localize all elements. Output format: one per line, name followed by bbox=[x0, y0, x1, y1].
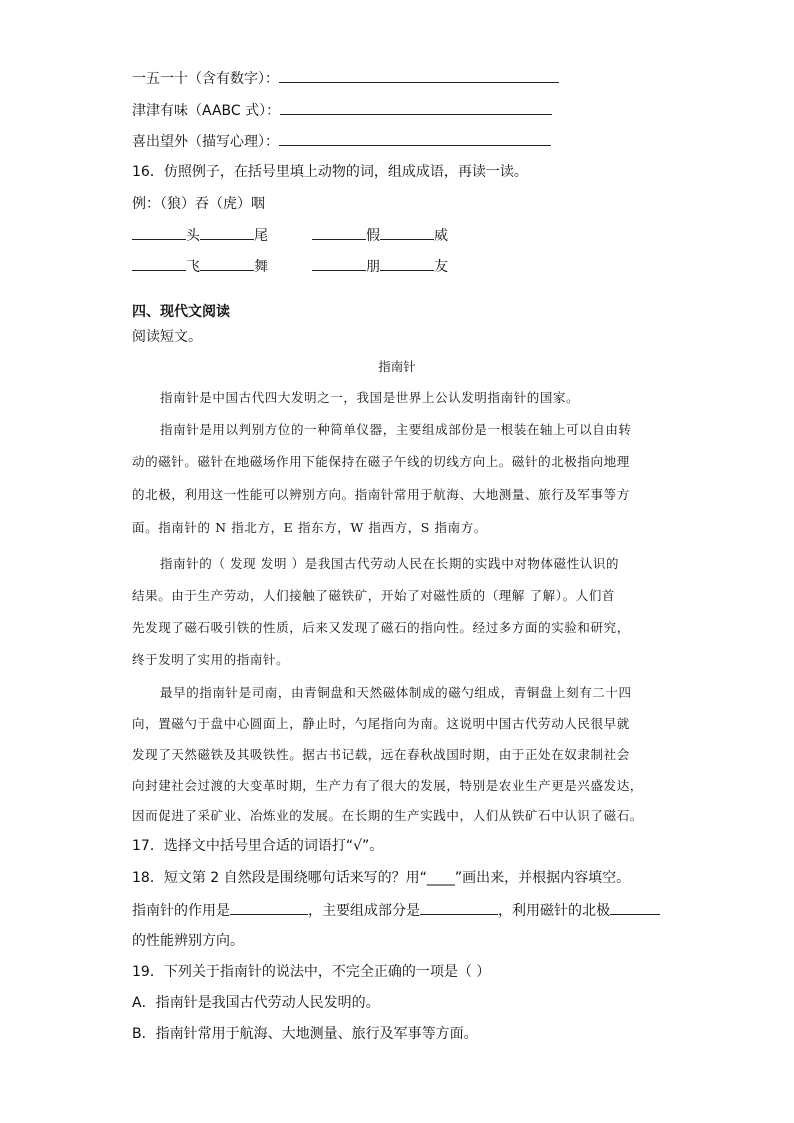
idiom-line-numbers bbox=[132, 68, 559, 89]
q16-row-2 bbox=[132, 256, 448, 277]
q18-fill-line bbox=[132, 900, 660, 921]
q16-prompt: 16．仿照例子，在括号里填上动物的词，组成成语，再读一读。 bbox=[132, 164, 528, 180]
q18-text: ，利用磁针的北极 bbox=[498, 903, 610, 919]
answer-blank[interactable] bbox=[380, 256, 434, 271]
idiom-char: 假 bbox=[366, 228, 380, 244]
passage-line: 最早的指南针是司南，由青铜盘和天然磁体制成的磁勺组成，青铜盘上刻有二十四 bbox=[160, 685, 632, 700]
passage-title: 指南针 bbox=[378, 359, 416, 374]
q18-text: 指南针的作用是 bbox=[132, 903, 230, 919]
q18-text: ，主要组成部分是 bbox=[308, 903, 420, 919]
passage-line: 发现了天然磁铁及其吸铁性。据古书记载，远在春秋战国时期，由于正处在奴隶制社会 bbox=[132, 747, 630, 762]
answer-blank[interactable] bbox=[200, 225, 254, 240]
passage-line: 结果。由于生产劳动，人们接触了磁铁矿，开始了对磁性质的（理解 了解）。人们首 bbox=[132, 588, 616, 603]
q16-example: 例：（狼）吞（虎）咽 bbox=[132, 196, 265, 212]
q17-prompt: 17．选择文中括号里合适的词语打“√”。 bbox=[132, 838, 384, 854]
answer-blank[interactable] bbox=[312, 225, 366, 240]
answer-blank[interactable] bbox=[230, 900, 308, 915]
idiom-char: 头 bbox=[186, 228, 200, 244]
passage-line: 先发现了磁石吸引铁的性质，后来又发现了磁石的指向性。经过多方面的实验和研究， bbox=[132, 620, 630, 635]
answer-blank[interactable] bbox=[279, 131, 551, 146]
idiom-line-psychology bbox=[132, 131, 551, 152]
idiom-label-psychology: 喜出望外（描写心理）： bbox=[132, 134, 279, 150]
idiom-line-aabc bbox=[132, 100, 552, 121]
answer-blank[interactable] bbox=[279, 68, 559, 83]
answer-blank[interactable] bbox=[420, 900, 498, 915]
answer-blank[interactable] bbox=[280, 100, 552, 115]
answer-blank[interactable] bbox=[610, 900, 660, 915]
passage-line: 动的磁针。磁针在地磁场作用下能保持在磁子午线的切线方向上。磁针的北极指向地理 bbox=[132, 454, 630, 469]
answer-blank[interactable] bbox=[380, 225, 434, 240]
passage-line: 因而促进了采矿业、冶炼业的发展。在长期的生产实践中，人们从铁矿石中认识了磁石。 bbox=[132, 808, 643, 823]
idiom-label-numbers: 一五一十（含有数字）： bbox=[132, 71, 279, 87]
q19-option-a[interactable]: A．指南针是我国古代劳动人民发明的。 bbox=[132, 995, 380, 1011]
idiom-char: 友 bbox=[434, 259, 448, 275]
passage-line: 的北极，利用这一性能可以辨别方向。指南针常用于航海、大地测量、旅行及军事等方 bbox=[132, 487, 630, 502]
idiom-char: 朋 bbox=[366, 259, 380, 275]
passage-line: 向，置磁勺于盘中心圆面上，静止时，勺尾指向为南。这说明中国古代劳动人民很早就 bbox=[132, 716, 630, 731]
idiom-char: 舞 bbox=[254, 259, 268, 275]
passage-line: 指南针是用以判别方位的一种简单仪器，主要组成部份是一根装在轴上可以自由转 bbox=[160, 422, 632, 437]
q18-fill-line-end: 的性能辨别方向。 bbox=[132, 933, 244, 949]
answer-blank[interactable] bbox=[132, 256, 186, 271]
passage-line: 面。指南针的 N 指北方，E 指东方，W 指西方，S 指南方。 bbox=[132, 520, 487, 535]
idiom-char: 尾 bbox=[254, 228, 268, 244]
idiom-char: 威 bbox=[434, 228, 448, 244]
passage-paragraph-1: 指南针是中国古代四大发明之一，我国是世界上公认发明指南针的国家。 bbox=[160, 390, 580, 405]
q19-prompt: 19．下列关于指南针的说法中，不完全正确的一项是（ ） bbox=[132, 964, 491, 980]
passage-line: 指南针的（ 发现 发明 ）是我国古代劳动人民在长期的实践中对物体磁性认识的 bbox=[160, 556, 620, 571]
answer-blank[interactable] bbox=[132, 225, 186, 240]
answer-blank[interactable] bbox=[200, 256, 254, 271]
idiom-label-aabc: 津津有味（AABC 式）： bbox=[132, 103, 281, 119]
idiom-char: 飞 bbox=[186, 259, 200, 275]
passage-line: 向封建社会过渡的大变革时期，生产力有了很大的发展，特别是农业生产更是兴盛发达， bbox=[132, 778, 643, 793]
section-instruction: 阅读短文。 bbox=[132, 329, 202, 345]
answer-blank[interactable] bbox=[312, 256, 366, 271]
passage-line: 终于发明了实用的指南针。 bbox=[132, 652, 290, 667]
q16-row-1 bbox=[132, 225, 448, 246]
q19-option-b[interactable]: B．指南针常用于航海、大地测量、旅行及军事等方面。 bbox=[132, 1026, 478, 1042]
section-heading: 四、现代文阅读 bbox=[132, 304, 230, 320]
q18-prompt: 18．短文第 2 自然段是围绕哪句话来写的？用“____”画出来，并根据内容填空。 bbox=[132, 870, 631, 886]
